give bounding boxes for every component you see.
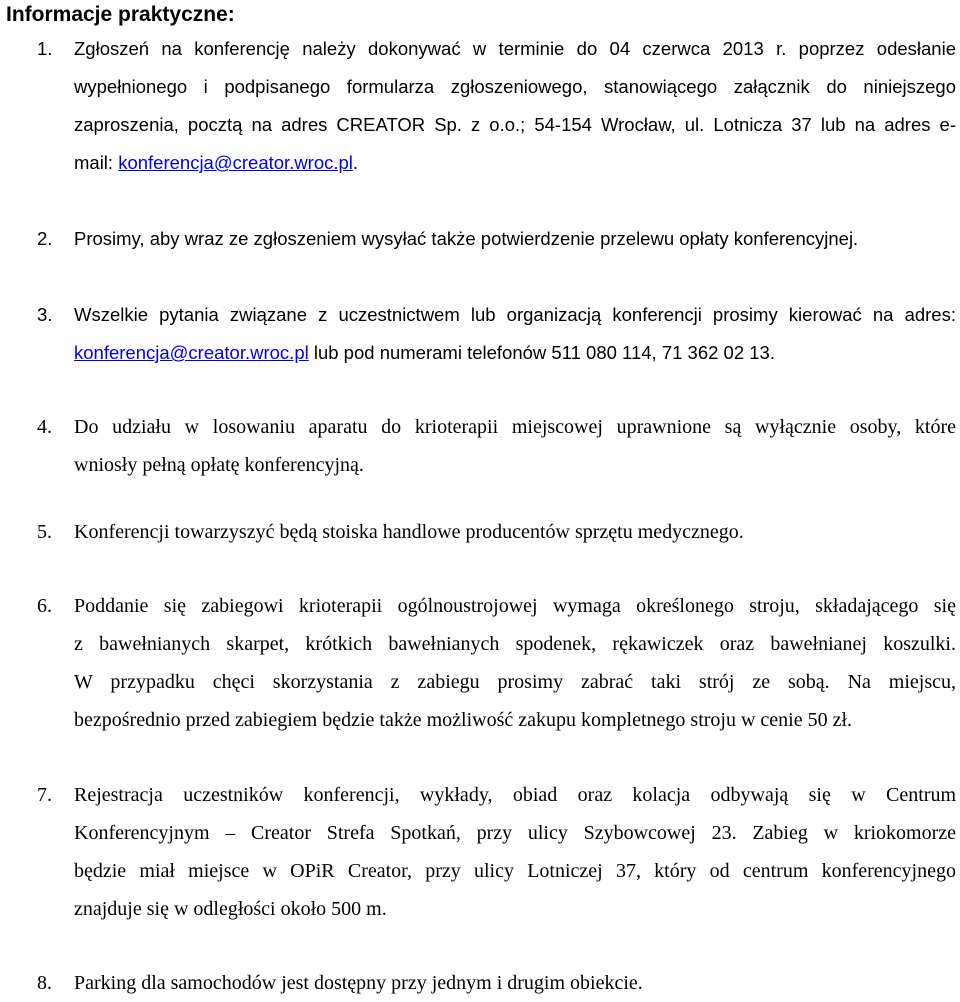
item-line: będzie miał miejsce w OPiR Creator, przy ulicy Lotniczej 37, który od centrum konferencyjnego <box>74 860 956 882</box>
item-text <box>74 776 956 928</box>
phone-text: lub pod numerami telefonów 511 080 114, 71 362 02 13. <box>308 342 775 363</box>
item-line: W przypadku chęci skorzystania z zabiegu prosimy zabrać taki strój ze sobą. Na miejscu, <box>74 671 956 693</box>
item-line: znajduje się w odległości około 500 m. <box>74 898 387 920</box>
item-text <box>74 296 956 372</box>
item-line: Konferencyjnym – Creator Strefa Spotkań, przy ulicy Szybowcowej 23. Zabieg w kriokomorze <box>74 822 956 844</box>
item-line: bezpośrednio przed zabiegiem będzie także możliwość zakupu kompletnego stroju w cenie 50 zł. <box>74 709 853 731</box>
item-text <box>74 513 956 551</box>
item-line: Poddanie się zabiegowi krioterapii ogólnoustrojowej wymaga określonego stroju, składającego się <box>74 595 956 617</box>
item-line: Zgłoszeń na konferencję należy dokonywać w terminie do 04 czerwca 2013 r. poprzez odesłanie <box>74 38 956 59</box>
item-text <box>74 220 956 258</box>
item-number: 7. <box>37 784 52 806</box>
item-number: 1. <box>37 38 53 59</box>
item-text <box>74 30 956 182</box>
item-line: wypełnionego i podpisanego formularza zgłoszeniowego, stanowiącego załącznik do niniejszego <box>74 76 956 97</box>
item-line: Konferencji towarzyszyć będą stoiska handlowe producentów sprzętu medycznego. <box>74 521 744 543</box>
item-number: 5. <box>37 521 52 543</box>
item-number: 3. <box>37 304 53 325</box>
item-line: zaproszenia, pocztą na adres CREATOR Sp. z o.o.; 54-154 Wrocław, ul. Lotnicza 37 lub na adres e- <box>74 114 956 135</box>
item-line <box>74 334 956 372</box>
item-line: Parking dla samochodów jest dostępny przy jednym i drugim obiekcie. <box>74 972 643 994</box>
item-line: wniosły pełną opłatę konferencyjną. <box>74 454 364 476</box>
item-number: 8. <box>37 972 52 994</box>
item-line: Do udziału w losowaniu aparatu do krioterapii miejscowej uprawnione są wyłącznie osoby, które <box>74 416 956 438</box>
item-text <box>74 587 956 739</box>
mail-suffix: . <box>352 152 359 173</box>
item-text <box>74 408 956 484</box>
item-line: Rejestracja uczestników konferencji, wykłady, obiad oraz kolacja odbywają się w Centrum <box>74 784 956 806</box>
item-line <box>74 144 956 182</box>
item-line: Wszelkie pytania związane z uczestnictwem lub organizacją konferencji prosimy kierować na adres: <box>74 304 956 325</box>
item-line: Prosimy, aby wraz ze zgłoszeniem wysyłać także potwierdzenie przelewu opłaty konferencyjnej. <box>74 228 859 249</box>
email-link[interactable]: konferencja@creator.wroc.pl <box>118 152 353 173</box>
email-link[interactable]: konferencja@creator.wroc.pl <box>74 342 309 363</box>
mail-prefix: mail: <box>74 152 119 173</box>
item-number: 2. <box>37 228 53 249</box>
item-number: 4. <box>37 416 52 438</box>
item-text <box>74 964 956 1002</box>
item-number: 6. <box>37 595 52 617</box>
item-line: z bawełnianych skarpet, krótkich bawełnianych spodenek, rękawiczek oraz bawełnianej koszulki. <box>74 633 956 655</box>
section-heading: Informacje praktyczne: <box>6 3 235 26</box>
